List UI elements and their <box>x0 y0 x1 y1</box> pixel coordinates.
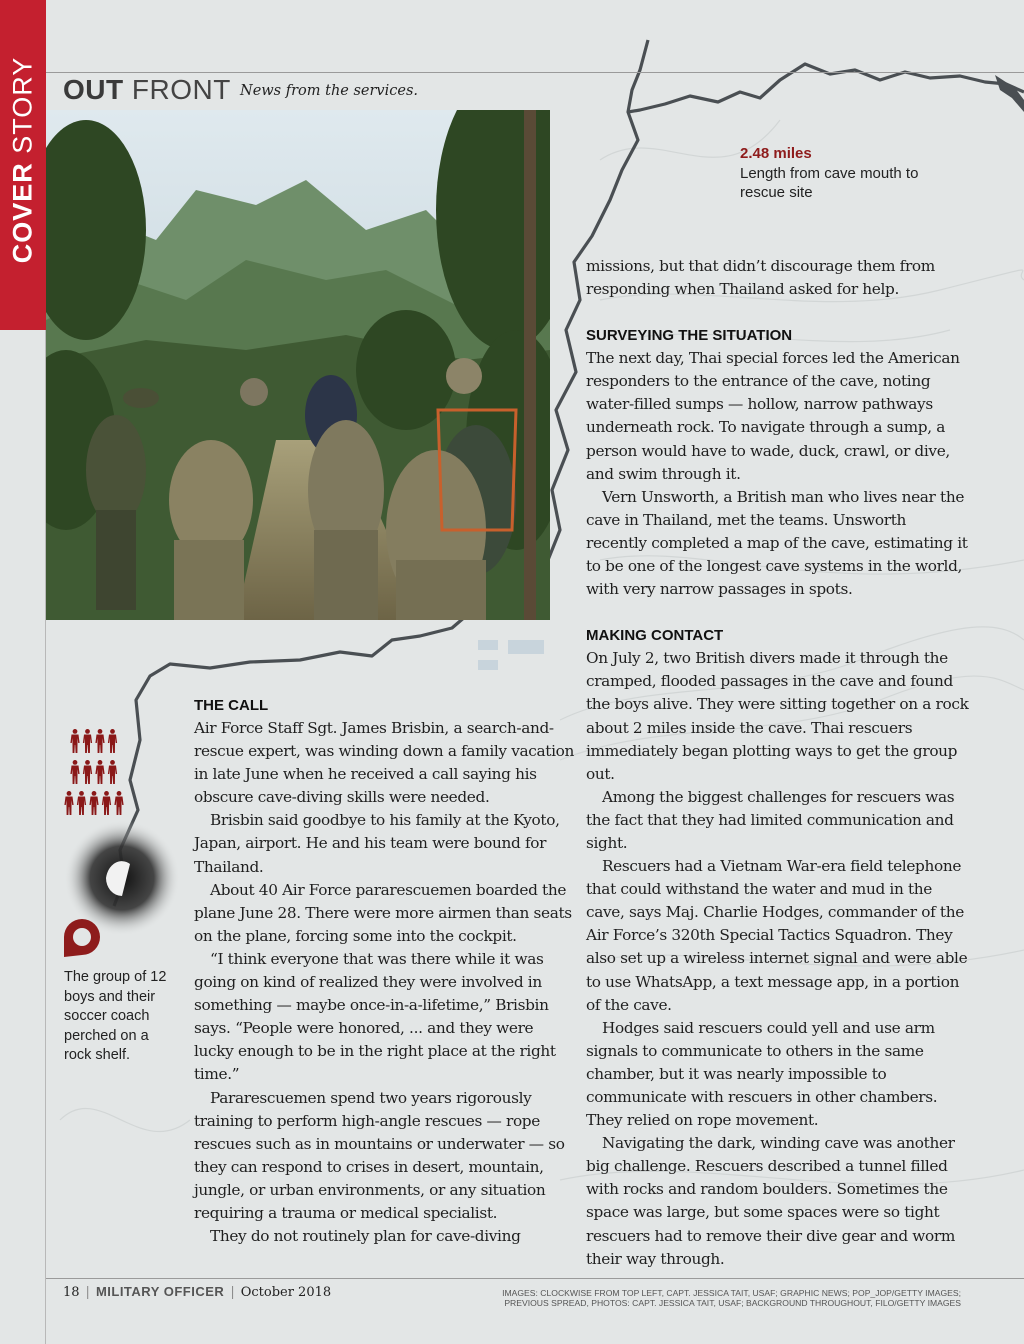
section-subtitle: News from the services. <box>240 83 419 99</box>
person-icon <box>64 791 73 815</box>
paragraph: They do not routinely plan for cave-diving <box>210 1227 521 1246</box>
person-icon <box>102 791 111 815</box>
person-icon <box>70 760 79 784</box>
person-icon <box>108 760 117 784</box>
left-text-column <box>194 694 574 1248</box>
magazine-name: MILITARY OFFICER <box>95 1284 225 1299</box>
person-icon <box>108 729 117 753</box>
right-text-column <box>586 255 971 1271</box>
person-icon-group <box>64 729 134 821</box>
soldiers-hiking-jungle-photo <box>46 110 550 620</box>
footer-rule <box>46 1278 1024 1279</box>
section-title: OUT FRONT <box>63 74 231 105</box>
paragraph: On July 2, two British divers made it through the cramped, flooded passages in the cave and found the boys alive. They were sitting together on a rock about 2 miles inside the cave. Thai rescuers immediately began plotting ways to get the group out. <box>586 649 969 783</box>
stat-label: Length from cave mouth to rescue site <box>740 165 919 201</box>
stat-value: 2.48 miles <box>740 145 812 162</box>
page-footer: 18 | MILITARY OFFICER | October 2018 <box>63 1284 332 1300</box>
paragraph: Vern Unsworth, a British man who lives near the cave in Thailand, met the teams. Unsworth recently completed a map of the cave, estimating it to be one of the longest cave systems in the world, with very narrow passages in spots. <box>586 487 968 599</box>
issue-date: October 2018 <box>240 1285 332 1300</box>
paragraph: Pararescuemen spend two years rigorously training to perform high-angle rescues — rope rescues such as in mountains or underwater — so they can respond to crises in desert, mountain, jungle, or urban environments, or any situation requiring a trauma or medical specialist. <box>194 1088 565 1222</box>
paragraph: Hodges said rescuers could yell and use arm signals to communicate to others in the same chamber, but it was nearly impossible to communicate with rescuers in other chambers. They relied on rope movement. <box>586 1018 938 1130</box>
location-pin-icon <box>60 915 106 961</box>
paragraph: Brisbin said goodbye to his family at the Kyoto, Japan, airport. He and his team were bound for Thailand. <box>194 811 560 876</box>
person-icon <box>89 791 98 815</box>
heading-the-call: THE CALL <box>194 697 269 714</box>
paragraph: Air Force Staff Sgt. James Brisbin, a search-and-rescue expert, was winding down a family vacation in late June when he received a call saying his obscure cave-diving skills were needed. <box>194 719 574 807</box>
paragraph: About 40 Air Force pararescuemen boarded the plane June 28. There were more airmen than seats on the plane, forcing some into the cockpit. <box>194 880 572 945</box>
paragraph: Among the biggest challenges for rescuers was the fact that they had limited communication and sight. <box>586 787 955 852</box>
paragraph: missions, but that didn’t discourage them from responding when Thailand asked for help. <box>586 257 935 299</box>
paragraph: “I think everyone that was there while it was going on kind of realized they were involved in something — maybe once-in-a-lifetime,” Brisbin says. “People were honored, ... and they were lucky enough to be in the right place at the right time.” <box>194 949 556 1084</box>
person-icon <box>77 791 86 815</box>
image-credits <box>491 1288 961 1308</box>
page-number: 18 <box>63 1285 80 1300</box>
header-rule <box>46 72 1024 73</box>
paragraph: Navigating the dark, winding cave was another big challenge. Rescuers described a tunnel filled with rocks and random boulders. Sometimes the space was large, but some spaces were so tight rescuers had to remove their dive gear and worm their way through. <box>586 1134 955 1268</box>
person-icon <box>83 729 92 753</box>
heading-making-contact: MAKING CONTACT <box>586 627 724 645</box>
person-icon <box>70 729 79 753</box>
person-icon <box>83 760 92 784</box>
infographic-caption: The group of 12 boys and their soccer coach perched on a rock shelf. <box>64 969 167 1063</box>
credits-line: PREVIOUS SPREAD, PHOTOS: CAPT. JESSICA TAIT, USAF; BACKGROUND THROUGHOUT, FILO/GETTY IMAGES <box>504 1298 961 1308</box>
cover-story-label: COVER STORY <box>7 56 38 264</box>
person-icon <box>114 791 123 815</box>
person-icon <box>95 729 104 753</box>
paragraph: The next day, Thai special forces led the American responders to the entrance of the cave, noting water-filled sumps — hollow, narrow pathways underneath rock. To navigate through a sump, a person would have to wade, duck, crawl, or dive, and swim through it. <box>586 349 960 483</box>
heading-surveying: SURVEYING THE SITUATION <box>586 327 793 345</box>
paragraph: Rescuers had a Vietnam War-era field telephone that could withstand the water and mud in the cave, says Maj. Charlie Hodges, commander of the Air Force’s 320th Special Tactics Squadron. They also set up a wireless internet signal and were able to use WhatsApp, a text message app, in a portion of the cave. <box>586 857 968 1014</box>
cover-story-tab <box>0 0 46 330</box>
credits-line: IMAGES: CLOCKWISE FROM TOP LEFT, CAPT. JESSICA TAIT, USAF; GRAPHIC NEWS; POP_JOP/GETTY IMAGES; <box>502 1288 961 1298</box>
person-icon <box>95 760 104 784</box>
